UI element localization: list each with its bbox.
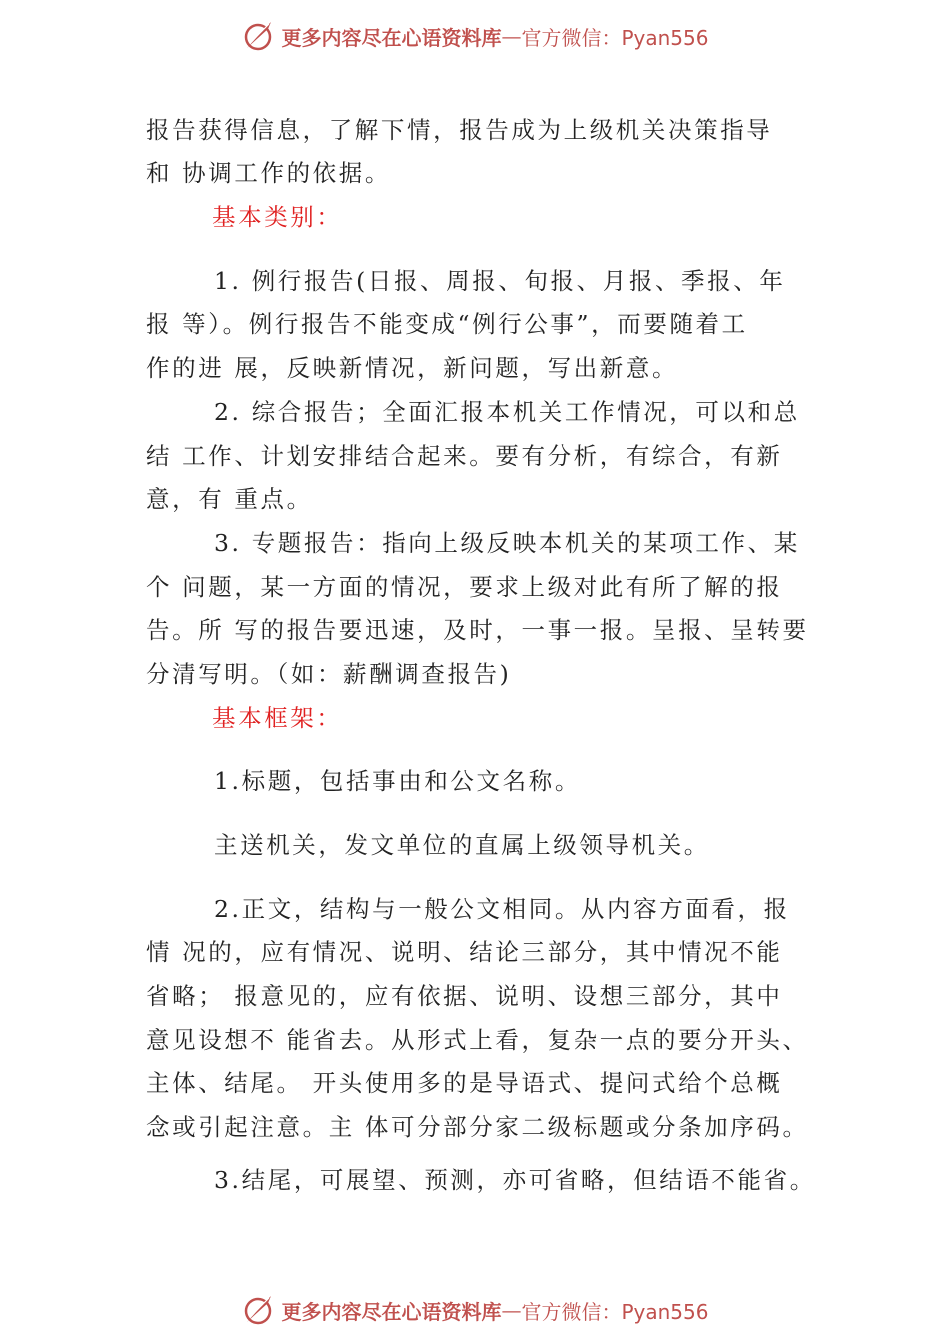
framework-body-line: 省略； 报意见的，应有依据、说明、设想三部分，其中	[146, 982, 783, 1010]
category-2-line: 意，有 重点。	[146, 485, 313, 513]
watermark-wechat: 官方微信：Pyan556	[521, 1299, 709, 1324]
framework-body-line: 2.正文，结构与一般公文相同。从内容方面看，报	[214, 895, 790, 923]
category-3-line: 个 问题，某一方面的情况，要求上级对此有所了解的报	[146, 573, 783, 601]
framework-heading: 基本框架：	[212, 704, 343, 732]
watermark-separator: —	[501, 24, 522, 48]
category-1-line: 作的进 展，反映新情况，新问题，写出新意。	[146, 354, 679, 382]
quill-logo-icon	[241, 1292, 277, 1328]
category-3-line: 分清写明。（如：薪酬调查报告)	[146, 660, 512, 688]
intro-line: 和 协调工作的依据。	[146, 159, 391, 187]
intro-line: 报告获得信息，了解下情，报告成为上级机关决策指导	[146, 116, 773, 144]
framework-body-line: 念或引起注意。主 体可分部分家二级标题或分条加序码。	[146, 1113, 809, 1141]
framework-body-line: 情 况的，应有情况、说明、结论三部分，其中情况不能	[146, 938, 783, 966]
watermark-brand: 更多内容尽在心语资料库	[281, 1299, 502, 1324]
watermark-separator: —	[501, 1298, 522, 1322]
category-1-line: 报 等）。例行报告不能变成“例行公事”，而要随着工	[146, 310, 748, 338]
framework-ending-line: 3.结尾，可展望、预测，亦可省略，但结语不能省。	[214, 1166, 816, 1194]
watermark-brand: 更多内容尽在心语资料库	[281, 25, 502, 50]
watermark-wechat: 官方微信：Pyan556	[521, 25, 709, 50]
category-1-line: 1. 例行报告(日报、周报、旬报、月报、季报、年	[214, 267, 786, 295]
framework-title-line: 1.标题，包括事由和公文名称。	[214, 767, 581, 795]
category-3-line: 3. 专题报告：指向上级反映本机关的某项工作、某	[214, 529, 800, 557]
footer-watermark	[0, 1290, 950, 1330]
quill-logo-icon	[241, 18, 277, 54]
framework-body-line: 意见设想不 能省去。从形式上看，复杂一点的要分开头、	[146, 1026, 809, 1054]
category-2-line: 结 工作、计划安排结合起来。要有分析，有综合，有新	[146, 442, 783, 470]
categories-heading: 基本类别：	[212, 203, 343, 231]
header-watermark	[0, 16, 950, 56]
category-2-line: 2. 综合报告；全面汇报本机关工作情况，可以和总	[214, 398, 800, 426]
framework-recipient-line: 主送机关，发文单位的直属上级领导机关。	[214, 831, 710, 859]
category-3-line: 告。所 写的报告要迅速，及时，一事一报。呈报、呈转要	[146, 616, 809, 644]
framework-body-line: 主体、结尾。 开头使用多的是导语式、提问式给个总概	[146, 1069, 783, 1097]
